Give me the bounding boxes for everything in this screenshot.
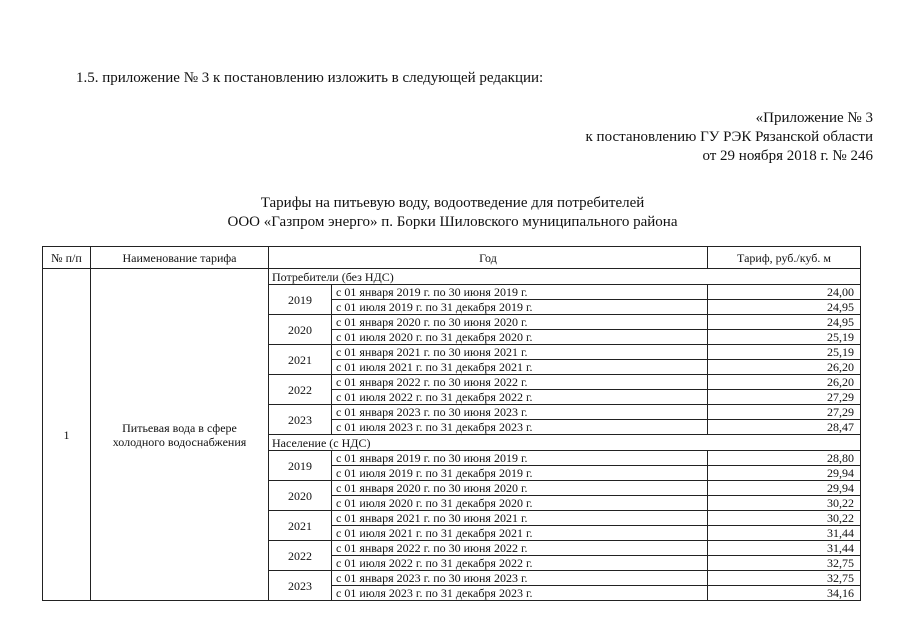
tariff-value-cell: 25,19 (708, 345, 861, 360)
period-cell: с 01 января 2020 г. по 30 июня 2020 г. (332, 481, 708, 496)
tariff-value-cell: 27,29 (708, 405, 861, 420)
period-cell: с 01 июля 2019 г. по 31 декабря 2019 г. (332, 300, 708, 315)
year-cell: 2022 (269, 375, 332, 405)
appendix-reference (453, 109, 873, 166)
tariff-value-cell: 28,80 (708, 451, 861, 466)
period-cell: с 01 января 2023 г. по 30 июня 2023 г. (332, 571, 708, 586)
header-number: № п/п (43, 247, 91, 269)
period-cell: с 01 января 2021 г. по 30 июня 2021 г. (332, 345, 708, 360)
period-cell: с 01 января 2022 г. по 30 июня 2022 г. (332, 375, 708, 390)
year-cell: 2022 (269, 541, 332, 571)
appendix-line: от 29 ноября 2018 г. № 246 (702, 148, 873, 164)
period-cell: с 01 июля 2023 г. по 31 декабря 2023 г. (332, 586, 708, 601)
title-line: Тарифы на питьевую воду, водоотведение для потребителей (260, 195, 645, 211)
tariff-value-cell: 24,00 (708, 285, 861, 300)
period-cell: с 01 января 2022 г. по 30 июня 2022 г. (332, 541, 708, 556)
year-cell: 2019 (269, 451, 332, 481)
header-tariff-value: Тариф, руб./куб. м (708, 247, 861, 269)
period-cell: с 01 июля 2021 г. по 31 декабря 2021 г. (332, 526, 708, 541)
tariff-value-cell: 27,29 (708, 390, 861, 405)
period-cell: с 01 июля 2022 г. по 31 декабря 2022 г. (332, 556, 708, 571)
year-cell: 2023 (269, 571, 332, 601)
period-cell: с 01 июля 2022 г. по 31 декабря 2022 г. (332, 390, 708, 405)
table-body (43, 269, 861, 601)
year-cell: 2021 (269, 345, 332, 375)
tariff-name: Питьевая вода в сфере холодного водоснабжения (91, 269, 269, 601)
year-cell: 2021 (269, 511, 332, 541)
tariff-value-cell: 29,94 (708, 481, 861, 496)
tariff-value-cell: 30,22 (708, 511, 861, 526)
period-cell: с 01 июля 2021 г. по 31 декабря 2021 г. (332, 360, 708, 375)
period-cell: с 01 января 2023 г. по 30 июня 2023 г. (332, 405, 708, 420)
title-line: ООО «Газпром энерго» п. Борки Шиловского муниципального района (227, 214, 678, 230)
tariff-value-cell: 34,16 (708, 586, 861, 601)
tariff-value-cell: 31,44 (708, 541, 861, 556)
year-cell: 2020 (269, 315, 332, 345)
appendix-line: к постановлению ГУ РЭК Рязанской области (585, 129, 873, 145)
tariff-value-cell: 24,95 (708, 315, 861, 330)
tariff-value-cell: 25,19 (708, 330, 861, 345)
tariff-value-cell: 26,20 (708, 375, 861, 390)
period-cell: с 01 января 2019 г. по 30 июня 2019 г. (332, 285, 708, 300)
consumer-group-label: Население (с НДС) (269, 435, 861, 451)
period-cell: с 01 июля 2019 г. по 31 декабря 2019 г. (332, 466, 708, 481)
year-cell: 2020 (269, 481, 332, 511)
document-title (0, 194, 905, 232)
period-cell: с 01 июля 2020 г. по 31 декабря 2020 г. (332, 496, 708, 511)
group-row (43, 269, 861, 285)
tariff-table (42, 246, 861, 601)
tariff-value-cell: 24,95 (708, 300, 861, 315)
row-number: 1 (43, 269, 91, 601)
period-cell: с 01 января 2021 г. по 30 июня 2021 г. (332, 511, 708, 526)
tariff-value-cell: 32,75 (708, 556, 861, 571)
year-cell: 2023 (269, 405, 332, 435)
period-cell: с 01 января 2020 г. по 30 июня 2020 г. (332, 315, 708, 330)
tariff-value-cell: 31,44 (708, 526, 861, 541)
tariff-value-cell: 29,94 (708, 466, 861, 481)
appendix-line: «Приложение № 3 (755, 110, 873, 126)
period-cell: с 01 июля 2020 г. по 31 декабря 2020 г. (332, 330, 708, 345)
table-header-row (43, 247, 861, 269)
period-cell: с 01 января 2019 г. по 30 июня 2019 г. (332, 451, 708, 466)
tariff-value-cell: 26,20 (708, 360, 861, 375)
period-cell: с 01 июля 2023 г. по 31 декабря 2023 г. (332, 420, 708, 435)
tariff-value-cell: 28,47 (708, 420, 861, 435)
header-year: Год (269, 247, 708, 269)
amendment-intro: 1.5. приложение № 3 к постановлению изложить в следующей редакции: (76, 70, 544, 86)
tariff-value-cell: 32,75 (708, 571, 861, 586)
consumer-group-label: Потребители (без НДС) (269, 269, 861, 285)
year-cell: 2019 (269, 285, 332, 315)
tariff-value-cell: 30,22 (708, 496, 861, 511)
header-tariff-name: Наименование тарифа (91, 247, 269, 269)
